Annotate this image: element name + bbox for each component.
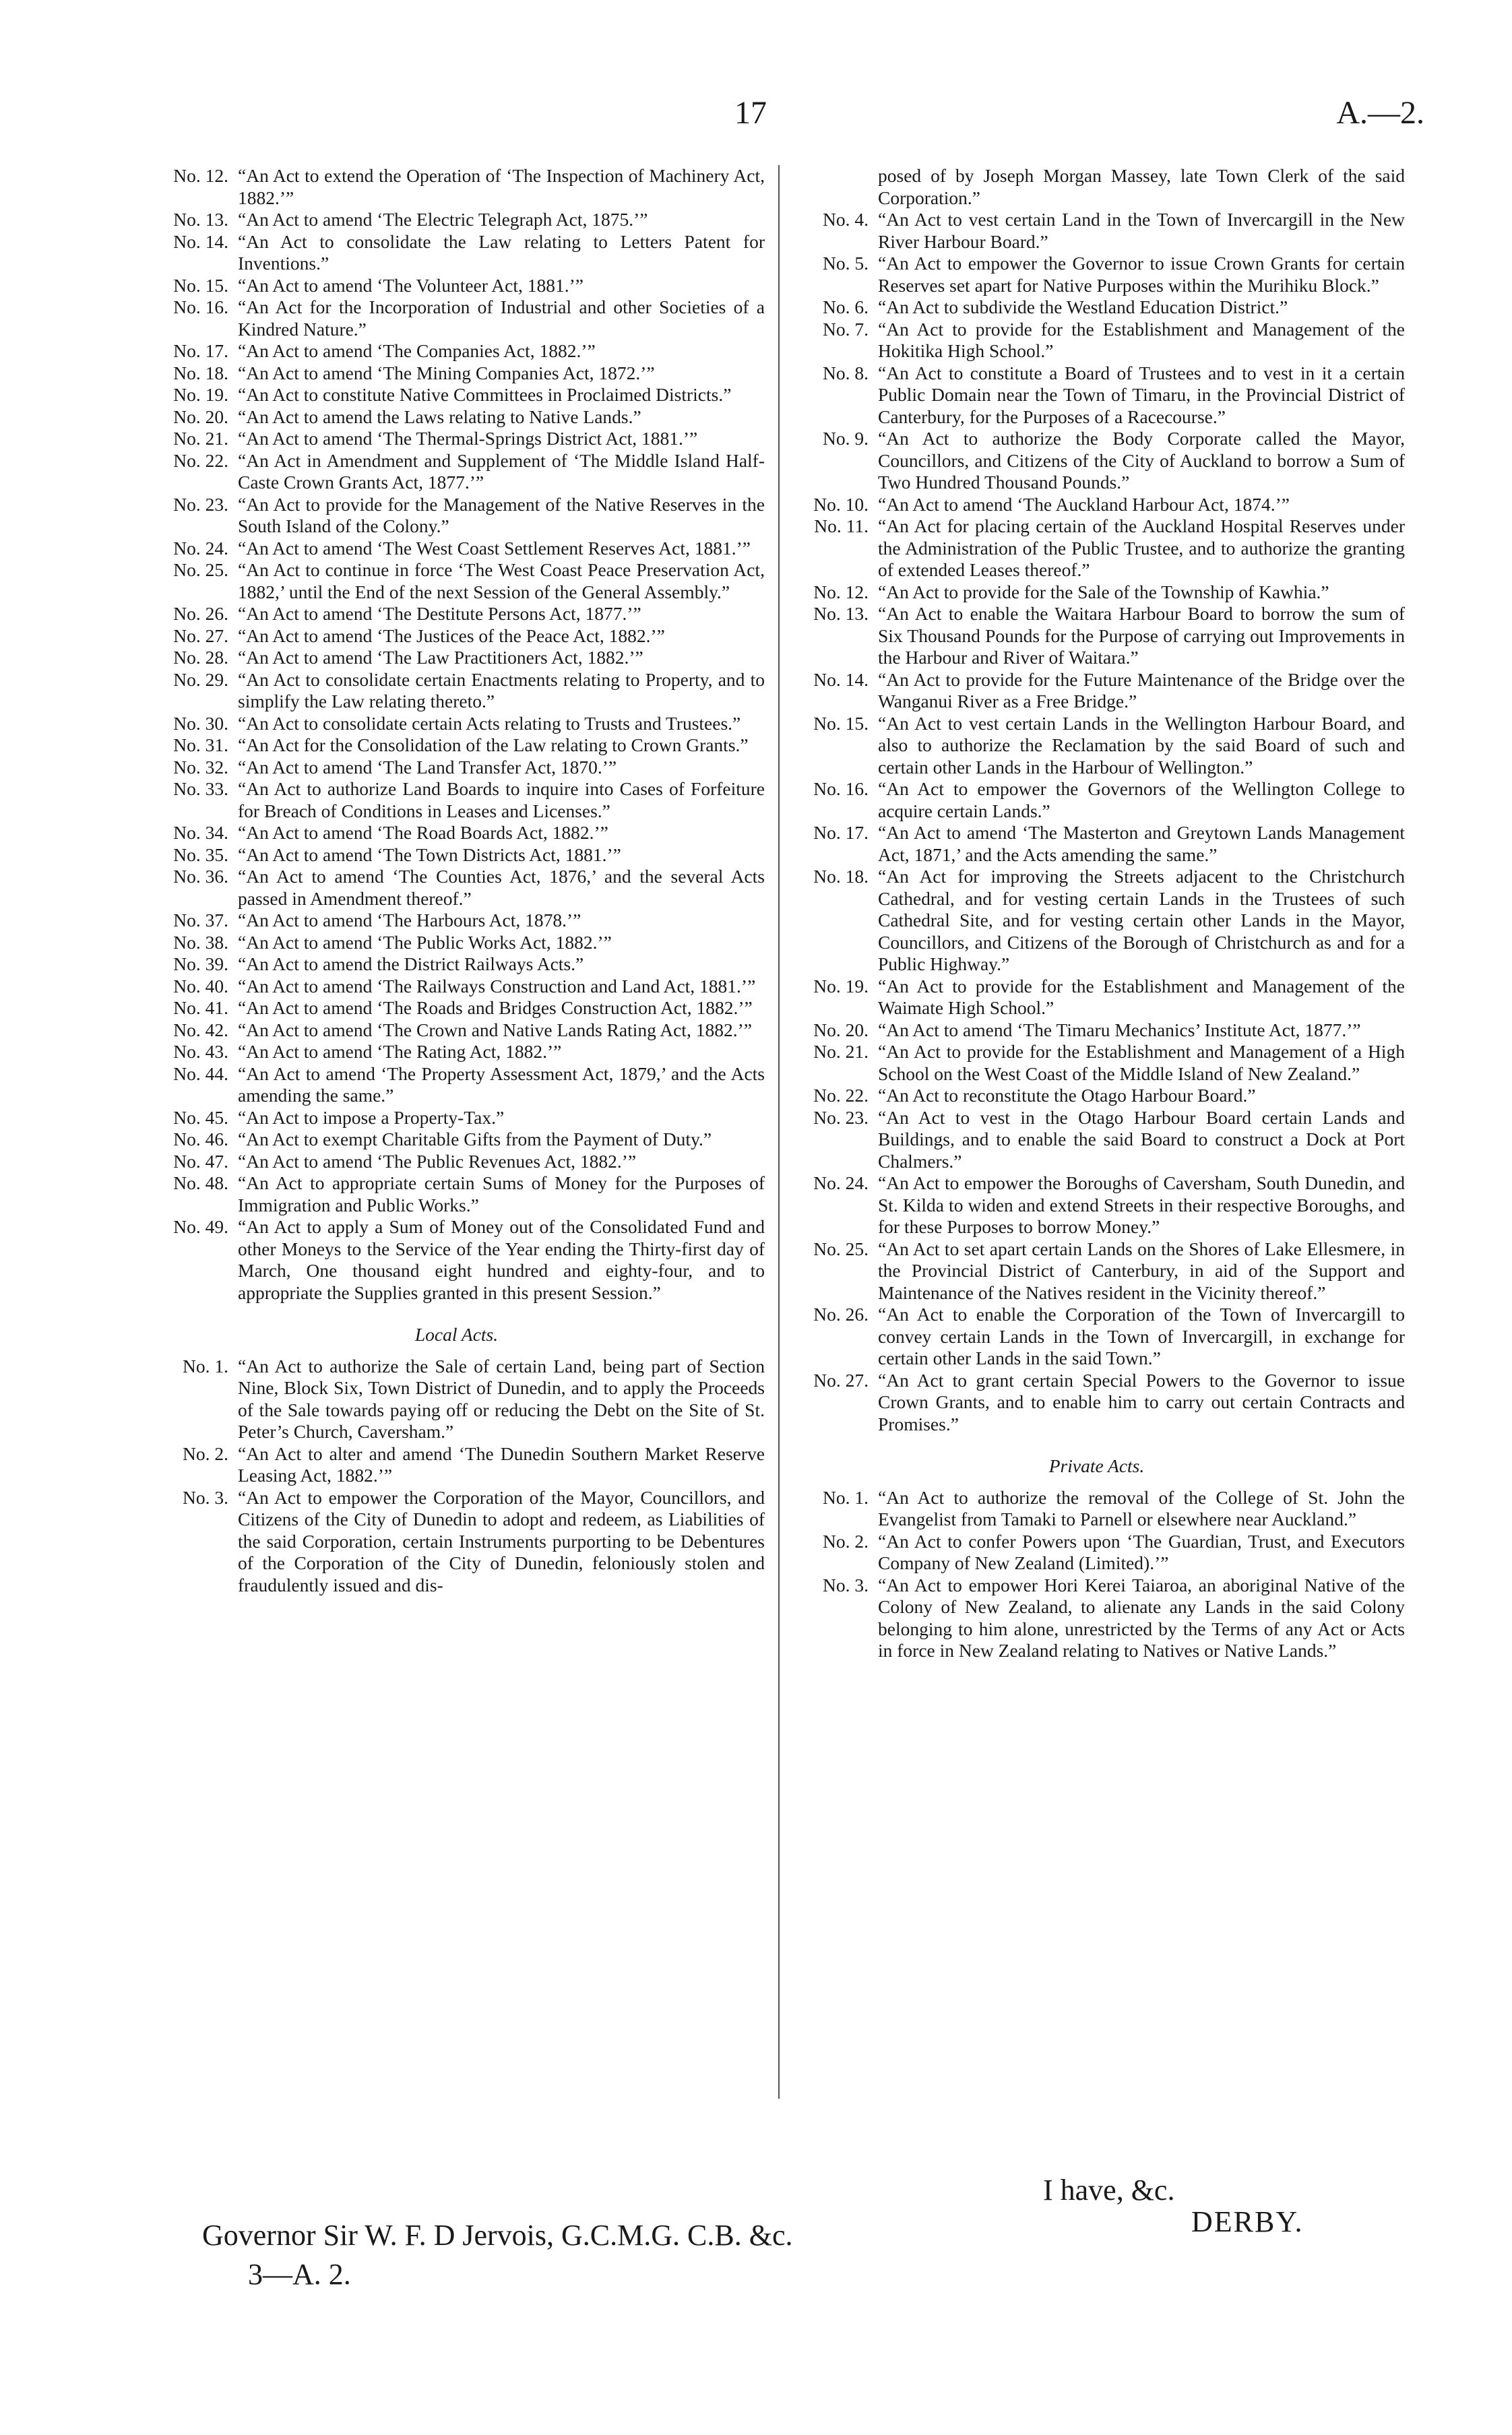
act-number: No. 26. [173,603,228,624]
act-entry [788,319,1405,362]
act-number: No. 1. [183,1355,228,1377]
act-entry [788,1487,1405,1531]
act-entry [788,1041,1405,1085]
act-number: No. 47. [173,1150,228,1172]
act-number: No. 45. [173,1106,228,1128]
act-entry [148,296,765,340]
act-title: “An Act to amend ‘The Roads and Bridges Construction Act, 1882.’” [238,997,753,1018]
act-title: “An Act to impose a Property-Tax.” [238,1106,505,1128]
act-entry [788,778,1405,822]
act-title: “An Act to vest certain Lands in the Wellington Harbour Board, and also to authorize the Reclamation by the said Board of such and certain other Lands in the Harbour of Wellington.” [878,712,1405,778]
act-number: No. 37. [173,910,228,930]
local-acts-list [148,1356,765,1597]
act-entry [788,362,1405,429]
act-entry [788,581,1405,604]
act-number: No. 17. [813,822,869,843]
act-title: “An Act to amend ‘The Crown and Native Lands Rating Act, 1882.’” [238,1019,752,1040]
act-number: No. 2. [823,1530,869,1552]
act-number: No. 39. [173,953,228,974]
act-title: “An Act to consolidate the Law relating to Letters Patent for Inventions.” [238,230,765,274]
act-title: “An Act to amend ‘The Counties Act, 1876,’ and the several Acts passed in Amendment thereof.” [238,866,765,909]
act-entry [788,1107,1405,1173]
act-entry [788,976,1405,1019]
act-entry [788,866,1405,976]
act-entry [788,1019,1405,1042]
act-number: No. 19. [173,384,228,405]
act-number: No. 29. [173,668,228,690]
act-entry [148,1041,765,1063]
act-entry [788,428,1405,494]
act-entry [788,1370,1405,1436]
closing-salutation: I have, &c. [1043,2174,1175,2207]
act-number: No. 49. [173,1216,228,1237]
act-entry [148,603,765,625]
act-number: No. 25. [173,559,228,580]
act-entry [148,362,765,385]
local-acts-heading: Local Acts. [414,1324,499,1345]
act-entry [788,669,1405,713]
act-number: No. 13. [173,209,228,230]
act-entry [148,1443,765,1487]
act-title: “An Act to grant certain Special Powers to the Governor to issue Crown Grants, and to enable him to carry out certain Contracts and Promises.” [878,1369,1405,1434]
act-number: No. 41. [173,997,228,1018]
act-entry [148,538,765,560]
act-entry [148,757,765,779]
act-title: “An Act to alter and amend ‘The Dunedin Southern Market Reserve Leasing Act, 1882.’” [238,1443,765,1486]
act-entry [148,428,765,450]
act-title: “An Act to provide for the Sale of the Township of Kawhia.” [878,581,1329,602]
act-number: No. 14. [173,230,228,252]
act-title: “An Act to vest in the Otago Harbour Board certain Lands and Buildings, and to enable the said Board to construct a Dock at Port Chalmers.” [878,1106,1405,1172]
act-number: No. 21. [813,1041,869,1062]
act-entry [788,494,1405,516]
act-entry [788,253,1405,296]
act-number: No. 3. [183,1486,228,1508]
act-title: “An Act to empower the Corporation of the Mayor, Councillors, and Citizens of the City of Dunedin to adopt and redeem, as Liabilities of the said Corporation, certain Instruments purporting to be Debentures of the Corporation of the City of Dunedin, feloniously stolen and fraudulently issued and dis- [238,1486,765,1595]
act-number: No. 27. [173,625,228,646]
act-number: No. 46. [173,1129,228,1149]
act-number: No. 28. [173,647,228,668]
act-number: No. 30. [173,712,228,734]
act-title: “An Act to amend the Laws relating to Native Lands.” [238,406,641,427]
act-entry [148,1487,765,1597]
act-number: No. 7. [823,318,869,340]
act-title: “An Act to amend ‘The West Coast Settlement Reserves Act, 1881.’” [238,537,751,559]
act-number: No. 17. [173,340,228,361]
act-title: “An Act to authorize the Body Corporate called the Mayor, Councillors, and Citizens of the City of Auckland to borrow a Sum of Two Hundred Thousand Pounds.” [878,428,1405,493]
act-entry [148,1356,765,1443]
act-title: “An Act to enable the Corporation of the Town of Invercargill to convey certain Lands in the Town of Invercargill, in exchange for certain other Lands in the said Town.” [878,1304,1405,1368]
act-entry [148,559,765,603]
act-entry [148,1216,765,1304]
act-number: No. 19. [813,975,869,997]
act-number: No. 9. [823,428,869,449]
act-title: “An Act to consolidate certain Acts relating to Trusts and Trustees.” [238,712,741,734]
act-number: No. 42. [173,1019,228,1040]
act-entry [148,1172,765,1216]
act-entry [148,625,765,647]
act-entry [148,713,765,735]
act-title: “An Act to provide for the Future Maintenance of the Bridge over the Wanganui River as a Free Bridge.” [878,668,1405,711]
act-entry [788,1172,1405,1238]
act-title: “An Act to amend ‘The Justices of the Peace Act, 1882.’” [238,625,665,646]
act-entry [148,866,765,910]
act-entry [148,932,765,954]
act-entry [788,822,1405,866]
act-title: “An Act to apply a Sum of Money out of the Consolidated Fund and other Moneys to the Service of the Year ending the Thirty-first day of March, One thousand eight hundred and eighty-four, and to appropriate the Supplies granted in this present Session.” [238,1216,765,1303]
act-title: “An Act to amend ‘The Masterton and Greytown Lands Management Act, 1871,’ and the Acts amending the same.” [878,822,1405,865]
act-title: “An Act to extend the Operation of ‘The Inspection of Machinery Act, 1882.’” [238,165,765,208]
act-title: “An Act to amend ‘The Volunteer Act, 1881.’” [238,274,584,296]
act-number: No. 4. [823,209,869,230]
act-number: No. 11. [814,515,869,536]
act-entry [788,1085,1405,1107]
act-number: No. 15. [813,712,869,734]
act-number: No. 32. [173,756,228,778]
act-title: “An Act to amend ‘The Auckland Harbour Act, 1874.’” [878,493,1290,515]
act-title: “An Act to amend ‘The Public Revenues Act, 1882.’” [238,1150,637,1172]
act-entry [148,1019,765,1042]
act-title: “An Act for the Consolidation of the Law relating to Crown Grants.” [238,734,749,755]
act-number: No. 23. [813,1106,869,1128]
private-acts-list [788,1487,1405,1662]
act-number: No. 22. [813,1085,869,1106]
act-number: No. 12. [813,581,869,602]
act-title: “An Act to amend ‘The Timaru Mechanics’ Institute Act, 1877.’” [878,1019,1361,1040]
act-number: No. 48. [173,1172,228,1193]
act-number: No. 22. [173,449,228,471]
act-entry [148,384,765,406]
act-title: “An Act to continue in force ‘The West Coast Peace Preservation Act, 1882,’ until the End of the next Session of the General Assembly.” [238,559,765,602]
act-entry [148,976,765,998]
act-number: No. 20. [813,1019,869,1040]
act-entry [788,1531,1405,1575]
act-entry [148,669,765,713]
act-title: “An Act to amend ‘The Destitute Persons Act, 1877.’” [238,603,641,624]
page-number: 17 [734,95,767,131]
act-entry [148,778,765,822]
sheet-reference: 3—A. 2. [248,2258,351,2291]
act-title: “An Act to provide for the Management of the Native Reserves in the South Island of the Colony.” [238,493,765,536]
act-number: No. 23. [173,493,228,515]
act-title: “An Act to empower Hori Kerei Taiaroa, an aboriginal Native of the Colony of New Zealand, to alienate any Lands in the said Colony belonging to him alone, unrestricted by the Terms of any Act or Acts in force in New Zealand relating to Natives or Native Lands.” [878,1574,1405,1661]
act-entry [148,953,765,976]
right-column [788,165,1405,1662]
act-number: No. 26. [813,1304,869,1325]
act-number: No. 14. [813,668,869,690]
act-title: “An Act to exempt Charitable Gifts from the Payment of Duty.” [238,1129,712,1149]
act-number: No. 16. [173,296,228,317]
act-number: No. 21. [173,428,228,449]
act-entry [148,231,765,275]
act-title: “An Act in Amendment and Supplement of ‘The Middle Island Half-Caste Crown Grants Act, 1877.’” [238,449,765,493]
act-title: “An Act to amend ‘The Mining Companies Act, 1872.’” [238,362,655,383]
act-number: No. 18. [173,362,228,383]
act-entry [788,603,1405,669]
act-title: “An Act to amend ‘The Harbours Act, 1878.’” [238,910,581,930]
act-number: No. 44. [173,1063,228,1084]
act-title: “An Act to consolidate certain Enactments relating to Property, and to simplify the Law relating thereto.” [238,668,765,711]
act-title: “An Act to empower the Governor to issue Crown Grants for certain Reserves set apart for Native Purposes within the Murihiku Block.” [878,253,1405,296]
act-entry [148,910,765,932]
act-entry [148,494,765,538]
addressee-line: Governor Sir W. F. D Jervois, G.C.M.G. C.B. &c. [202,2219,793,2252]
act-number: No. 27. [813,1369,869,1391]
act-number: No. 24. [813,1172,869,1193]
act-title: “An Act to appropriate certain Sums of Money for the Purposes of Immigration and Public Works.” [238,1172,765,1215]
act-number: No. 35. [173,844,228,865]
act-title: “An Act to amend ‘The Public Works Act, 1882.’” [238,931,612,953]
act-number: No. 40. [173,975,228,997]
act-entry [788,296,1405,319]
act-title: “An Act to amend ‘The Law Practitioners Act, 1882.’” [238,647,643,668]
act-title: “An Act to authorize the Sale of certain Land, being part of Section Nine, Block Six, Town District of Dunedin, and to apply the Proceeds of the Sale towards paying off or reducing the Debt on the Site of St. Peter’s Church, Caversham.” [238,1355,765,1442]
act-title: “An Act to provide for the Establishment and Management of a High School on the West Coast of the Middle Island of New Zealand.” [878,1041,1405,1084]
act-title: “An Act to constitute Native Committees in Proclaimed Districts.” [238,384,732,405]
act-title: “An Act to amend ‘The Companies Act, 1882.’” [238,340,596,361]
act-title: “An Act to vest certain Land in the Town of Invercargill in the New River Harbour Board.” [878,209,1405,252]
act-number: No. 12. [173,165,228,186]
act-entry [148,844,765,866]
left-column [148,165,765,1596]
act-number: No. 31. [173,734,228,755]
act-title: “An Act to empower the Governors of the Wellington College to acquire certain Lands.” [878,778,1405,821]
act-number: No. 13. [813,603,869,624]
act-number: No. 15. [173,274,228,296]
act-title: “An Act to authorize Land Boards to inquire into Cases of Forfeiture for Breach of Conditions in Leases and Licenses.” [238,778,765,821]
act-entry [148,209,765,231]
act-title: “An Act to provide for the Establishment and Management of the Waimate High School.” [878,975,1405,1018]
act-number: No. 1. [823,1486,869,1508]
continued-entry-text: posed of by Joseph Morgan Massey, late Town Clerk of the said Corporation.” [878,165,1405,208]
act-number: No. 3. [823,1574,869,1595]
act-number: No. 18. [813,866,869,887]
act-number: No. 25. [813,1238,869,1259]
act-number: No. 20. [173,406,228,427]
act-number: No. 6. [823,296,869,317]
act-title: “An Act to amend ‘The Property Assessment Act, 1879,’ and the Acts amending the same.” [238,1063,765,1106]
act-number: No. 8. [823,362,869,383]
act-title: “An Act to confer Powers upon ‘The Guardian, Trust, and Executors Company of New Zealand (Limited).’” [878,1530,1405,1573]
private-acts-heading: Private Acts. [1048,1455,1145,1476]
act-entry [148,406,765,429]
act-number: No. 34. [173,822,228,843]
act-number: No. 10. [813,493,869,515]
act-entry [148,165,765,209]
act-title: “An Act to amend ‘The Road Boards Act, 1882.’” [238,822,608,843]
column-divider [778,165,780,2099]
act-entry [148,1129,765,1151]
act-number: No. 24. [173,537,228,559]
act-number: No. 36. [173,866,228,887]
document-reference: A.—2. [1336,95,1424,131]
act-entry [788,1238,1405,1304]
act-title: “An Act to reconstitute the Otago Harbour Board.” [878,1085,1256,1106]
act-entry [148,822,765,844]
act-entry [788,1304,1405,1370]
act-entry [148,340,765,362]
act-entry [148,275,765,297]
act-entry [788,713,1405,779]
act-title: “An Act to amend ‘The Town Districts Act, 1881.’” [238,844,621,865]
act-title: “An Act to amend ‘The Railways Construction and Land Act, 1881.’” [238,975,756,997]
act-entry [148,1063,765,1107]
act-title: “An Act to constitute a Board of Trustees and to vest in it a certain Public Domain near the Town of Timaru, in the Provincial District of Canterbury, for the Purposes of a Racecourse.” [878,362,1405,427]
act-entry [148,734,765,757]
general-acts-list [148,165,765,1304]
act-entry [788,209,1405,253]
act-entry [148,997,765,1019]
act-entry [788,1575,1405,1662]
act-entry [148,647,765,669]
act-number: No. 5. [823,253,869,274]
act-number: No. 33. [173,778,228,799]
act-entry [148,1151,765,1173]
act-title: “An Act for the Incorporation of Industrial and other Societies of a Kindred Nature.” [238,296,765,340]
act-number: No. 43. [173,1041,228,1062]
act-title: “An Act to subdivide the Westland Education District.” [878,296,1288,317]
local-acts-list-continued [788,209,1405,1435]
act-number: No. 16. [813,778,869,799]
act-title: “An Act to enable the Waitara Harbour Board to borrow the sum of Six Thousand Pounds for the Purpose of carrying out Improvements in the Harbour and River of Waitara.” [878,603,1405,668]
act-title: “An Act to amend ‘The Land Transfer Act, 1870.’” [238,756,617,778]
act-title: “An Act to amend the District Railways Acts.” [238,953,584,974]
act-title: “An Act to amend ‘The Rating Act, 1882.’” [238,1041,562,1062]
act-number: No. 38. [173,931,228,953]
act-title: “An Act to set apart certain Lands on the Shores of Lake Ellesmere, in the Provincial District of Canterbury, in aid of the Support and Maintenance of the Natives resident in the Vicinity thereof.” [878,1238,1405,1303]
act-title: “An Act for improving the Streets adjacent to the Christchurch Cathedral, and for vesting certain Lands in the Trustees of such Cathedral Site, and for vesting certain other Lands in the Mayor, Councillors, and Citizens of the Borough of Christchurch as and for a Public Highway.” [878,866,1405,974]
act-entry [788,515,1405,581]
act-title: “An Act to empower the Boroughs of Caversham, South Dunedin, and St. Kilda to widen and extend Streets in their respective Boroughs, and for these Purposes to borrow Money.” [878,1172,1405,1237]
act-title: “An Act to provide for the Establishment and Management of the Hokitika High School.” [878,318,1405,361]
act-entry [148,1107,765,1129]
act-title: “An Act to amend ‘The Electric Telegraph Act, 1875.’” [238,209,648,230]
act-title: “An Act to authorize the removal of the College of St. John the Evangelist from Tamaki to Parnell or elsewhere near Auckland.” [878,1486,1405,1529]
act-title: “An Act to amend ‘The Thermal-Springs District Act, 1881.’” [238,428,698,449]
signature-name: DERBY. [1191,2205,1304,2238]
act-number: No. 2. [183,1443,228,1464]
act-title: “An Act for placing certain of the Auckland Hospital Reserves under the Administration of the Public Trustee, and to authorize the granting of extended Leases thereof.” [878,515,1405,580]
act-entry [148,450,765,494]
